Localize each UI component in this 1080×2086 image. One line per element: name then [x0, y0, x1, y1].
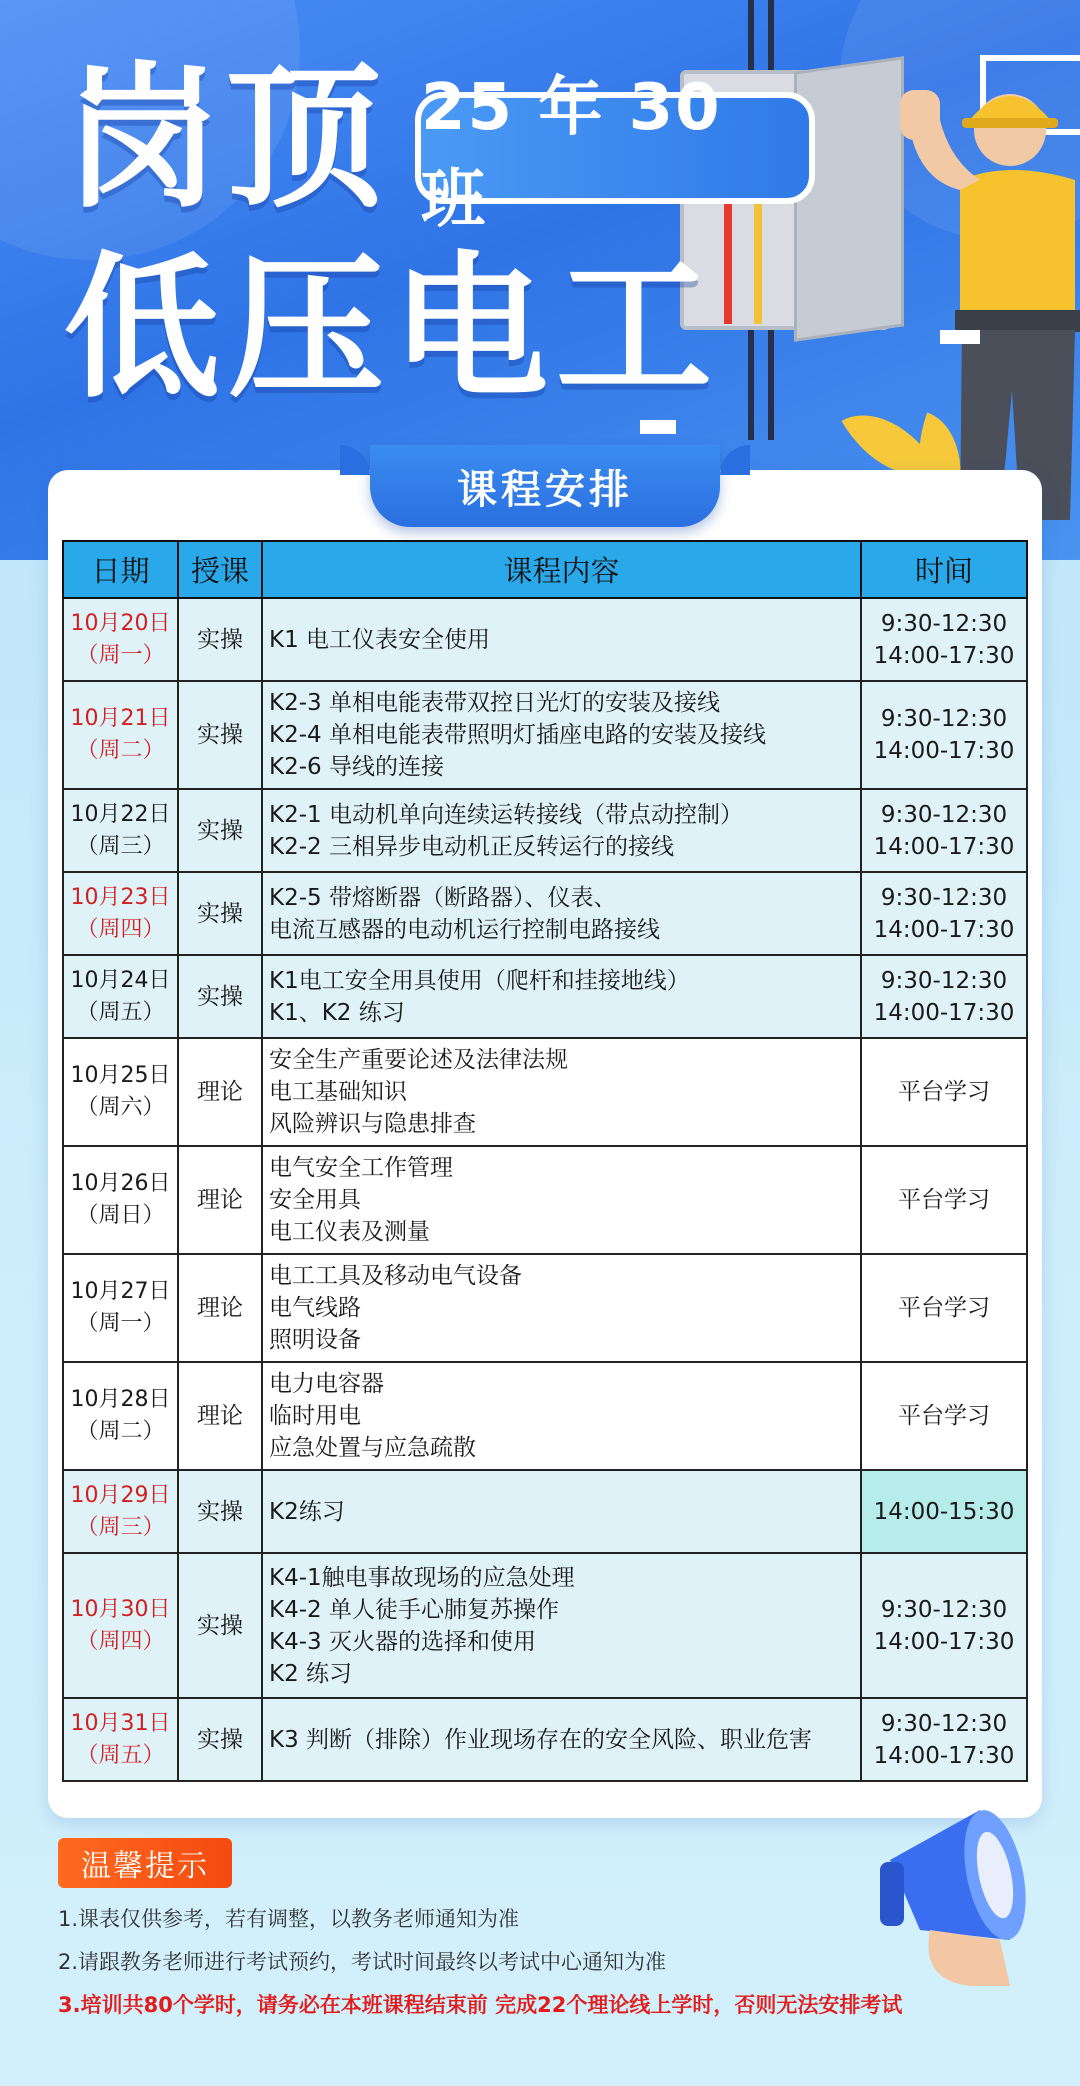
- content-line: 电气安全工作管理: [269, 1155, 453, 1181]
- content-line: K2 练习: [269, 1660, 353, 1687]
- content-line: 应急处置与应急疏散: [269, 1435, 476, 1461]
- table-row: [63, 1362, 1027, 1470]
- time-text: 14:00-17:30: [873, 999, 1015, 1026]
- cell-time: [861, 1146, 1027, 1254]
- date-text: 10月20日: [70, 610, 171, 636]
- time-text: 9:30-12:30: [880, 706, 1008, 732]
- date-text: 10月30日: [70, 1596, 171, 1622]
- content-line: 照明设备: [269, 1327, 361, 1353]
- cell-date: [63, 1470, 178, 1553]
- content-line: 安全生产重要论述及法律法规: [269, 1047, 568, 1073]
- content-line: K2-4 单相电能表带照明灯插座电路的安装及接线: [269, 722, 766, 748]
- weekday-text: （周二）: [76, 738, 165, 763]
- date-text: 10月29日: [70, 1482, 171, 1508]
- brick-decor: [940, 330, 980, 344]
- time-text: 14:00-17:30: [873, 1628, 1015, 1655]
- cell-time: [861, 1698, 1027, 1781]
- weekday-text: （周日）: [76, 1203, 165, 1228]
- cell-content: [262, 1038, 861, 1146]
- cell-kind: 理论: [178, 1254, 262, 1362]
- cell-time: [861, 955, 1027, 1038]
- table-row: [63, 1254, 1027, 1362]
- content-line: K2练习: [269, 1498, 345, 1525]
- weekday-text: （周三）: [76, 833, 165, 859]
- content-line: K2-3 单相电能表带双控日光灯的安装及接线: [269, 690, 720, 716]
- content-line: 风险辨识与隐患排查: [269, 1111, 476, 1137]
- cell-date: [63, 872, 178, 955]
- cell-date: [63, 1038, 178, 1146]
- content-line: K1、K2 练习: [269, 999, 405, 1026]
- date-text: 10月28日: [70, 1387, 171, 1412]
- cell-content: [262, 955, 861, 1038]
- table-row: [63, 681, 1027, 789]
- time-text: 14:00-17:30: [873, 833, 1015, 860]
- content-line: K2-6 导线的连接: [269, 754, 444, 780]
- date-text: 10月24日: [70, 967, 171, 993]
- date-text: 10月26日: [70, 1171, 171, 1196]
- section-title: 课程安排: [370, 445, 720, 527]
- date-text: 10月22日: [70, 801, 171, 827]
- cell-content: [262, 1553, 861, 1698]
- cell-date: [63, 1553, 178, 1698]
- page-title-line1: 岗顶: [64, 47, 388, 229]
- cell-time: [861, 598, 1027, 681]
- date-text: 10月25日: [70, 1063, 171, 1088]
- content-line: K2-2 三相异步电动机正反转运行的接线: [269, 833, 674, 860]
- cell-kind: 实操: [178, 955, 262, 1038]
- content-line: K1电工安全用具使用（爬杆和挂接地线）: [269, 967, 690, 994]
- content-line: 电气线路: [269, 1295, 361, 1321]
- cell-date: [63, 1362, 178, 1470]
- megaphone-icon: [860, 1790, 1060, 1990]
- time-text: 平台学习: [898, 1079, 990, 1105]
- time-text: 9:30-12:30: [880, 884, 1008, 911]
- weekday-text: （周三）: [76, 1514, 165, 1540]
- table-row: [63, 1553, 1027, 1698]
- cell-kind: 实操: [178, 1470, 262, 1553]
- header-date: 日期: [63, 541, 178, 598]
- date-text: 10月21日: [70, 706, 171, 731]
- weekday-text: （周五）: [76, 1742, 165, 1768]
- time-text: 14:00-17:30: [873, 738, 1015, 764]
- table-header-row: [63, 541, 1027, 598]
- tip-item: 1.课表仅供参考，若有调整，以教务老师通知为准: [58, 1907, 520, 1931]
- date-text: 10月23日: [70, 884, 171, 910]
- content-line: 电工基础知识: [269, 1079, 407, 1105]
- cell-kind: 实操: [178, 681, 262, 789]
- table-row: [63, 1146, 1027, 1254]
- table-row: [63, 1698, 1027, 1781]
- table-row: [63, 598, 1027, 681]
- content-line: K2-5 带熔断器（断路器）、仪表、: [269, 884, 617, 911]
- time-text: 14:00-17:30: [873, 1742, 1015, 1769]
- cell-kind: 实操: [178, 1698, 262, 1781]
- cell-time: [861, 872, 1027, 955]
- content-line: K2-1 电动机单向连续运转接线（带点动控制）: [269, 801, 743, 828]
- cell-kind: 理论: [178, 1038, 262, 1146]
- header-time: 时间: [861, 541, 1027, 598]
- weekday-text: （周四）: [76, 1628, 165, 1654]
- table-row: [63, 789, 1027, 872]
- content-line: K3 判断（排除）作业现场存在的安全风险、职业危害: [269, 1726, 813, 1753]
- content-line: 电工仪表及测量: [269, 1219, 430, 1245]
- content-line: 安全用具: [269, 1187, 361, 1213]
- table-row: [63, 872, 1027, 955]
- cell-time: [861, 789, 1027, 872]
- time-text: 14:00-15:30: [873, 1498, 1015, 1525]
- cabinet-door: [794, 56, 904, 341]
- content-line: K4-3 灭火器的选择和使用: [269, 1628, 536, 1655]
- time-text: 14:00-17:30: [873, 916, 1015, 943]
- weekday-text: （周六）: [76, 1095, 165, 1120]
- cell-kind: 实操: [178, 598, 262, 681]
- weekday-text: （周二）: [76, 1419, 165, 1444]
- cell-kind: 实操: [178, 789, 262, 872]
- header-kind: 授课: [178, 541, 262, 598]
- table-row: [63, 955, 1027, 1038]
- cell-kind: 实操: [178, 1553, 262, 1698]
- cell-date: [63, 598, 178, 681]
- weekday-text: （周五）: [76, 999, 165, 1025]
- cell-content: [262, 1254, 861, 1362]
- weekday-text: （周四）: [76, 916, 165, 942]
- cell-kind: 实操: [178, 872, 262, 955]
- cell-content: [262, 1470, 861, 1553]
- date-text: 10月27日: [70, 1279, 171, 1304]
- cell-date: [63, 1698, 178, 1781]
- cell-content: [262, 598, 861, 681]
- content-line: K1 电工仪表安全使用: [269, 626, 491, 653]
- content-line: K4-1触电事故现场的应急处理: [269, 1564, 575, 1591]
- cell-kind: 理论: [178, 1362, 262, 1470]
- cell-content: [262, 789, 861, 872]
- cell-time: [861, 1470, 1027, 1553]
- time-text: 9:30-12:30: [880, 967, 1008, 994]
- time-text: 9:30-12:30: [880, 1596, 1008, 1623]
- cell-content: [262, 1698, 861, 1781]
- page-title-line2: 低压电工: [64, 237, 720, 419]
- cell-date: [63, 1146, 178, 1254]
- table-row: [63, 1470, 1027, 1553]
- cell-content: [262, 681, 861, 789]
- cell-time: [861, 1553, 1027, 1698]
- schedule-table: [62, 540, 1028, 1782]
- cell-content: [262, 1146, 861, 1254]
- table-row: [63, 1038, 1027, 1146]
- cell-date: [63, 955, 178, 1038]
- content-line: 电工工具及移动电气设备: [269, 1263, 522, 1289]
- brick-decor: [640, 420, 676, 434]
- cell-time: [861, 1362, 1027, 1470]
- cell-time: [861, 681, 1027, 789]
- time-text: 平台学习: [898, 1295, 990, 1321]
- time-text: 9:30-12:30: [880, 801, 1008, 828]
- cell-date: [63, 789, 178, 872]
- content-line: 电力电容器: [269, 1371, 384, 1397]
- time-text: 平台学习: [898, 1403, 990, 1429]
- date-text: 10月31日: [70, 1710, 171, 1736]
- cell-time: [861, 1038, 1027, 1146]
- tip-item: 2.请跟教务老师进行考试预约，考试时间最终以考试中心通知为准: [58, 1950, 667, 1974]
- tips-title: 温馨提示: [58, 1838, 232, 1888]
- content-line: K4-2 单人徒手心肺复苏操作: [269, 1596, 559, 1623]
- tip-item-warning: 3.培训共80个学时，请务必在本班课程结束前 完成22个理论线上学时，否则无法安排考试: [58, 1993, 903, 2017]
- content-line: 临时用电: [269, 1403, 361, 1429]
- weekday-text: （周一）: [76, 642, 165, 668]
- time-text: 14:00-17:30: [873, 642, 1015, 669]
- time-text: 平台学习: [898, 1187, 990, 1213]
- class-badge: 25 年 30 班: [415, 92, 815, 204]
- header-content: 课程内容: [262, 541, 861, 598]
- content-line: 电流互感器的电动机运行控制电路接线: [269, 916, 660, 943]
- cell-content: [262, 872, 861, 955]
- time-text: 9:30-12:30: [880, 1710, 1008, 1737]
- cell-kind: 理论: [178, 1146, 262, 1254]
- weekday-text: （周一）: [76, 1311, 165, 1336]
- cell-content: [262, 1362, 861, 1470]
- time-text: 9:30-12:30: [880, 610, 1008, 637]
- cell-date: [63, 681, 178, 789]
- cell-date: [63, 1254, 178, 1362]
- cell-time: [861, 1254, 1027, 1362]
